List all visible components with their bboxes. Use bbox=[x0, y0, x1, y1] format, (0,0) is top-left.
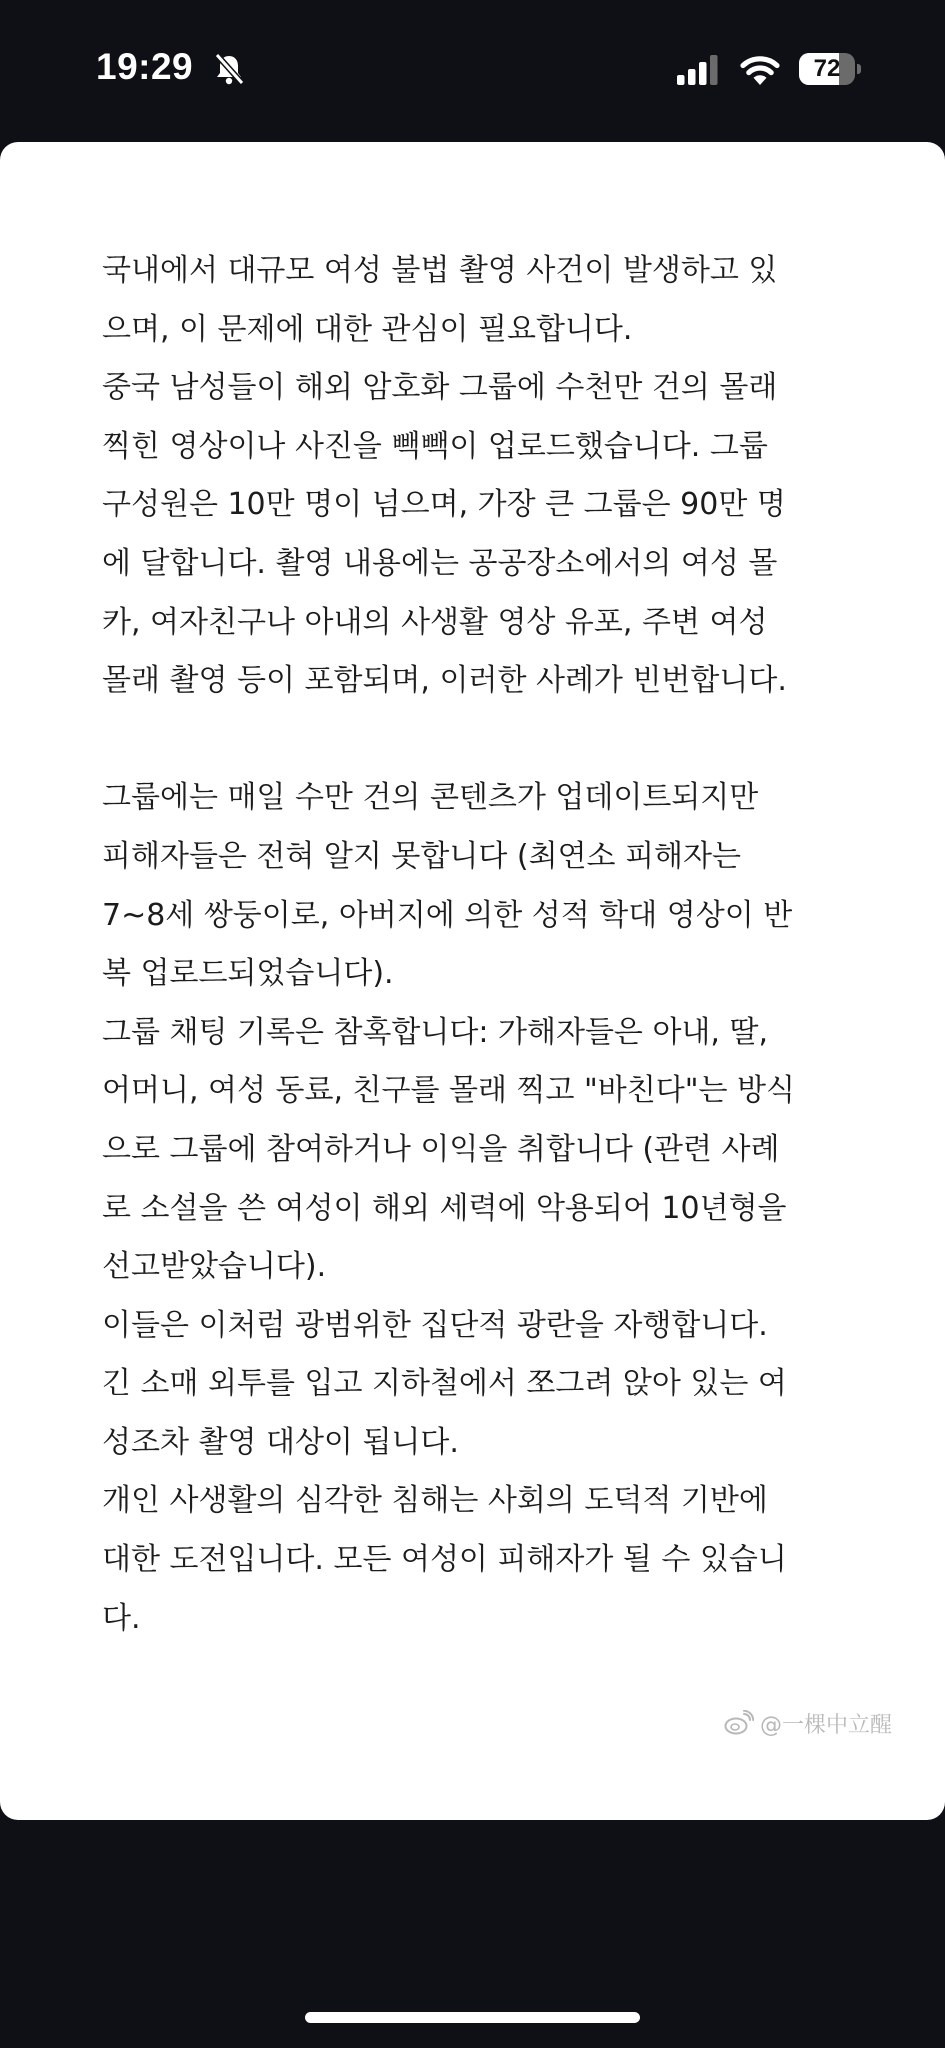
watermark bbox=[724, 1706, 892, 1740]
text-line: 으며, 이 문제에 대한 관심이 필요합니다. bbox=[102, 311, 633, 347]
content-card bbox=[0, 142, 945, 1820]
battery-level: 72 bbox=[813, 55, 841, 82]
text-line: 으로 그룹에 참여하거나 이익을 취합니다 (관련 사례 bbox=[102, 1131, 780, 1167]
bell-slash-icon bbox=[212, 52, 246, 86]
text-line: 그룹에는 매일 수만 건의 콘텐츠가 업데이트되지만 bbox=[102, 780, 759, 816]
text-line: 7~8세 쌍둥이로, 아버지에 의한 성적 학대 영상이 반 bbox=[102, 897, 793, 933]
text-line: 성조차 촬영 대상이 됩니다. bbox=[102, 1424, 459, 1460]
battery-icon bbox=[799, 53, 861, 85]
text-line: 에 달합니다. 촬영 내용에는 공공장소에서의 여성 몰 bbox=[102, 545, 778, 581]
battery-cap bbox=[857, 64, 861, 74]
wifi-icon bbox=[738, 52, 782, 86]
text-line: 어머니, 여성 동료, 친구를 몰래 찍고 "바친다"는 방식 bbox=[102, 1073, 796, 1109]
text-line: 다. bbox=[102, 1600, 141, 1636]
text-line: 몰래 촬영 등이 포함되며, 이러한 사례가 빈번합니다. bbox=[102, 663, 787, 699]
battery-body bbox=[799, 53, 855, 85]
paragraph-break bbox=[102, 711, 862, 770]
weibo-icon bbox=[724, 1710, 754, 1736]
text-line: 개인 사생활의 심각한 침해는 사회의 도덕적 기반에 bbox=[102, 1483, 768, 1519]
text-line: 피해자들은 전혀 알지 못합니다 (최연소 피해자는 bbox=[102, 838, 741, 874]
status-bar bbox=[0, 0, 945, 140]
text-line: 복 업로드되었습니다). bbox=[102, 956, 394, 992]
article-text bbox=[102, 242, 862, 1648]
text-line: 대한 도전입니다. 모든 여성이 피해자가 될 수 있습니 bbox=[102, 1542, 787, 1578]
text-line: 구성원은 10만 명이 넘으며, 가장 큰 그룹은 90만 명 bbox=[102, 487, 786, 523]
status-time: 19:29 bbox=[96, 46, 194, 87]
text-line: 그룹 채팅 기록은 참혹합니다: 가해자들은 아내, 딸, bbox=[102, 1014, 768, 1050]
home-indicator[interactable] bbox=[305, 2012, 640, 2023]
watermark-text: @一棵中立醒 bbox=[760, 1712, 893, 1738]
text-line: 이들은 이처럼 광범위한 집단적 광란을 자행합니다. bbox=[102, 1307, 768, 1343]
text-line: 국내에서 대규모 여성 불법 촬영 사건이 발생하고 있 bbox=[102, 253, 778, 288]
text-line: 로 소설을 쓴 여성이 해외 세력에 악용되어 10년형을 bbox=[102, 1190, 787, 1226]
text-line: 중국 남성들이 해외 암호화 그룹에 수천만 건의 몰래 bbox=[102, 370, 778, 406]
text-line: 카, 여자친구나 아내의 사생활 영상 유포, 주변 여성 bbox=[102, 604, 768, 640]
text-line: 찍힌 영상이나 사진을 빽빽이 업로드했습니다. 그룹 bbox=[102, 428, 768, 464]
text-line: 선고받았습니다). bbox=[102, 1249, 327, 1285]
cellular-signal-icon bbox=[677, 55, 719, 85]
text-line: 긴 소매 외투를 입고 지하철에서 쪼그려 앉아 있는 여 bbox=[102, 1366, 787, 1402]
